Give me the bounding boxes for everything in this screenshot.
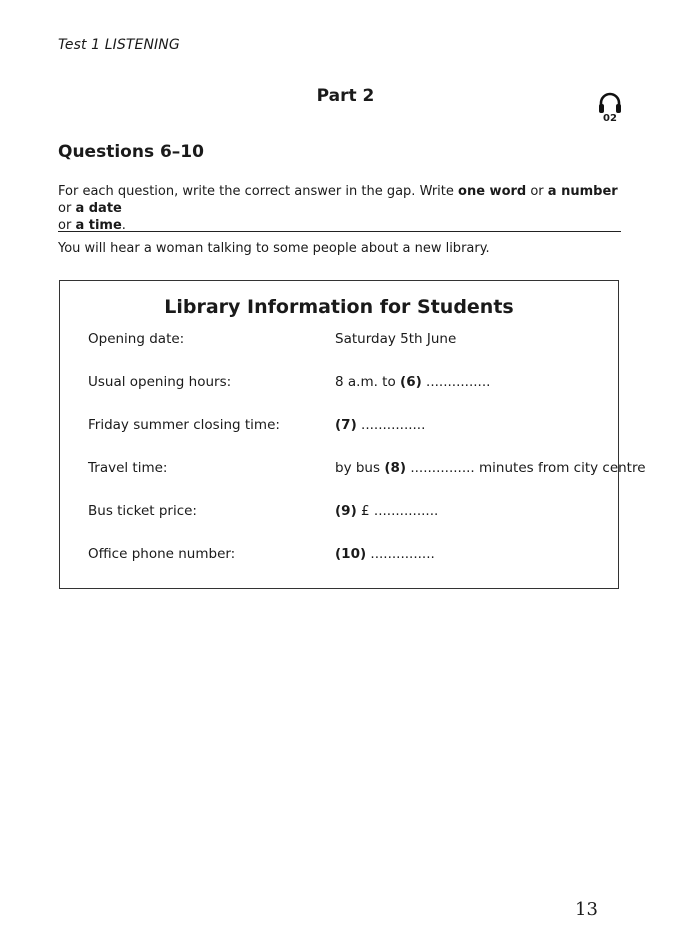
row-value: [335, 546, 435, 562]
answer-gap: £ ...............: [356, 503, 439, 519]
instructions-or: or: [526, 184, 548, 199]
value-prefix: 8 a.m. to: [335, 374, 401, 390]
instructions-lead: For each question, write the correct answer in the gap. Write: [58, 184, 459, 199]
row-value: [335, 503, 438, 519]
track-number: 02: [603, 113, 617, 124]
instructions-end: .: [121, 218, 126, 233]
questions-heading: Questions 6–10: [58, 142, 204, 162]
row-value: [335, 460, 646, 476]
answer-gap: ...............: [406, 460, 475, 476]
option-one-word: one word: [458, 184, 527, 199]
row-label: Friday summer closing time:: [88, 417, 280, 433]
instructions-or: or: [58, 218, 76, 233]
library-info-box: [59, 280, 646, 589]
question-number: (9): [335, 503, 357, 519]
question-number: (10): [335, 546, 367, 562]
row-label: Usual opening hours:: [88, 374, 232, 390]
headphones-icon: [598, 92, 622, 114]
option-a-date: a date: [75, 201, 122, 216]
box-title: Library Information for Students: [164, 296, 514, 318]
answer-gap: ...............: [421, 374, 491, 390]
question-number: (8): [384, 460, 407, 476]
instructions-or: or: [58, 201, 76, 216]
question-number: (7): [335, 417, 357, 433]
running-head: Test 1 LISTENING: [58, 37, 180, 53]
instructions: [58, 183, 618, 234]
row-label: Opening date:: [88, 331, 185, 347]
row-value: [335, 417, 425, 433]
row-label: Travel time:: [88, 460, 168, 476]
value-prefix: by bus: [335, 460, 385, 476]
question-number: (6): [400, 374, 422, 390]
answer-gap: ...............: [366, 546, 435, 562]
row-label: Office phone number:: [88, 546, 236, 562]
audio-track-marker: [595, 92, 625, 132]
answer-gap: ...............: [356, 417, 426, 433]
divider-rule: [58, 231, 621, 232]
page-number: 13: [575, 899, 598, 920]
row-value: Saturday 5th June: [335, 331, 457, 347]
context-sentence: You will hear a woman talking to some people about a new library.: [58, 241, 490, 256]
row-label: Bus ticket price:: [88, 503, 197, 519]
row-value: [335, 374, 490, 390]
option-a-time: a time: [75, 218, 122, 233]
option-a-number: a number: [547, 184, 618, 199]
part-title: Part 2: [316, 86, 375, 106]
value-suffix: minutes from city centre: [474, 460, 646, 476]
